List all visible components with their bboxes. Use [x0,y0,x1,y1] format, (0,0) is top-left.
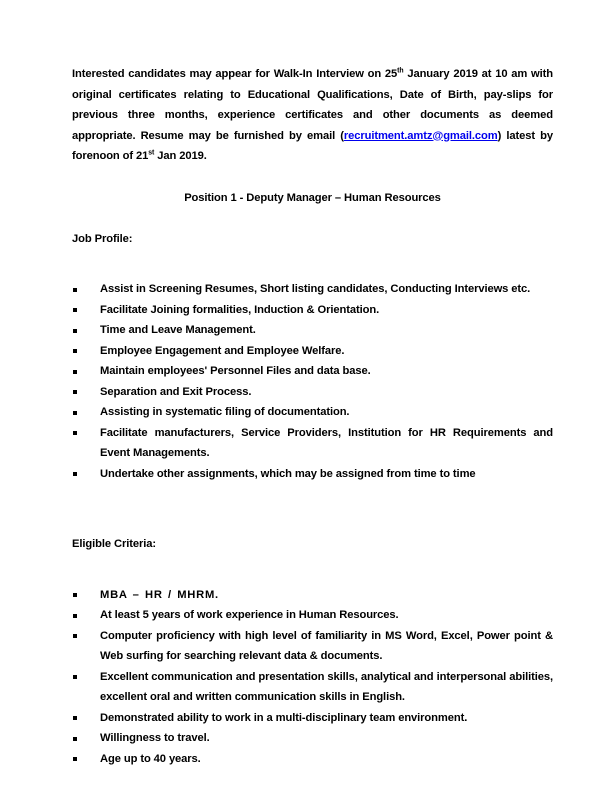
square-bullet-icon [73,288,77,292]
square-bullet-icon [73,593,77,597]
spacer-after-job-profile-heading [72,249,553,279]
square-bullet-icon [73,614,77,618]
list-item-label: Employee Engagement and Employee Welfare. [100,344,345,357]
list-item [72,279,553,300]
list-item-label: Demonstrated ability to work in a multi-disciplinary team environment. [100,711,468,724]
spacer-before-eligible-criteria-2 [72,514,553,534]
intro-tail: Jan 2019. [154,150,207,162]
list-item [72,585,553,606]
eligible-criteria-heading: Eligible Criteria: [72,538,156,550]
square-bullet-icon [73,675,77,679]
square-bullet-icon [73,431,77,435]
interview-date [385,68,478,80]
deadline-date-suffix: st [148,149,155,157]
list-item-label: Separation and Exit Process. [100,385,252,398]
square-bullet-icon [73,716,77,720]
list-item-label: MBA – HR / MHRM. [100,588,219,601]
square-bullet-icon [73,472,77,476]
list-item [72,749,553,770]
list-item [72,361,553,382]
spacer-after-position-title [72,208,553,229]
list-item [72,300,553,321]
spacer-after-eligible-criteria-heading [72,555,553,585]
list-item [72,708,553,729]
intro-before-date: Interested candidates may appear for Walk-In Interview on [72,68,385,80]
square-bullet-icon [73,757,77,761]
list-item [72,341,553,362]
list-item-label: Facilitate manufacturers, Service Providers, Institution for HR Requirements and Event Managements. [100,426,553,459]
list-item [72,464,553,485]
position-title: Position 1 - Deputy Manager – Human Resources [184,191,441,204]
list-item-label: Excellent communication and presentation skills, analytical and interpersonal abilities, excellent oral and written communication skills in English. [100,670,553,703]
list-item [72,605,553,626]
square-bullet-icon [73,634,77,638]
square-bullet-icon [73,308,77,312]
square-bullet-icon [73,370,77,374]
list-item [72,626,553,667]
list-item-label: Maintain employees' Personnel Files and data base. [100,365,371,377]
intro-after-email: ) latest by forenoon of 21 [72,129,553,162]
list-item [72,402,553,423]
square-bullet-icon [73,390,77,394]
list-item [72,382,553,403]
list-item [72,423,553,464]
list-item-label: At least 5 years of work experience in Human Resources. [100,609,399,621]
intro-after-date: at 10 am with original certificates relating to Educational Qualifications, Date of Birth, pay-slips for previous three months, experience certificates and other documents as deemed appropriate. Resume may be furnished by email ( [72,68,554,142]
list-item-label: Facilitate Joining formalities, Induction & Orientation. [100,303,380,316]
list-item-label: Willingness to travel. [100,732,210,744]
list-item-label: Time and Leave Management. [100,324,256,336]
job-profile-heading: Job Profile: [72,232,133,245]
interview-date-day: 25 [384,68,398,80]
list-item [72,728,553,749]
list-item-label: Assist in Screening Resumes, Short listing candidates, Conducting Interviews etc. [100,283,531,295]
square-bullet-icon [73,329,77,333]
email-link[interactable]: recruitment.amtz@gmail.com [343,129,498,142]
interview-date-day-suffix: th [397,67,404,75]
square-bullet-icon [73,411,77,415]
spacer-before-eligible-criteria [72,484,553,514]
list-item-label: Computer proficiency with high level of familiarity in MS Word, Excel, Power point & Web surfing for searching relevant data & documents. [100,629,553,662]
list-item-label: Assisting in systematic filing of documentation. [100,406,350,418]
job-profile-list [72,279,553,484]
list-item-label: Undertake other assignments, which may be assigned from time to time [100,467,476,480]
square-bullet-icon [73,349,77,353]
list-item [72,320,553,341]
interview-date-rest: January 2019 [403,68,478,80]
eligible-criteria-list [72,585,553,770]
list-item-label: Age up to 40 years. [100,752,201,765]
spacer-after-intro [72,167,553,188]
square-bullet-icon [73,737,77,741]
document-content [72,64,553,769]
intro-paragraph [72,64,553,167]
list-item [72,667,553,708]
